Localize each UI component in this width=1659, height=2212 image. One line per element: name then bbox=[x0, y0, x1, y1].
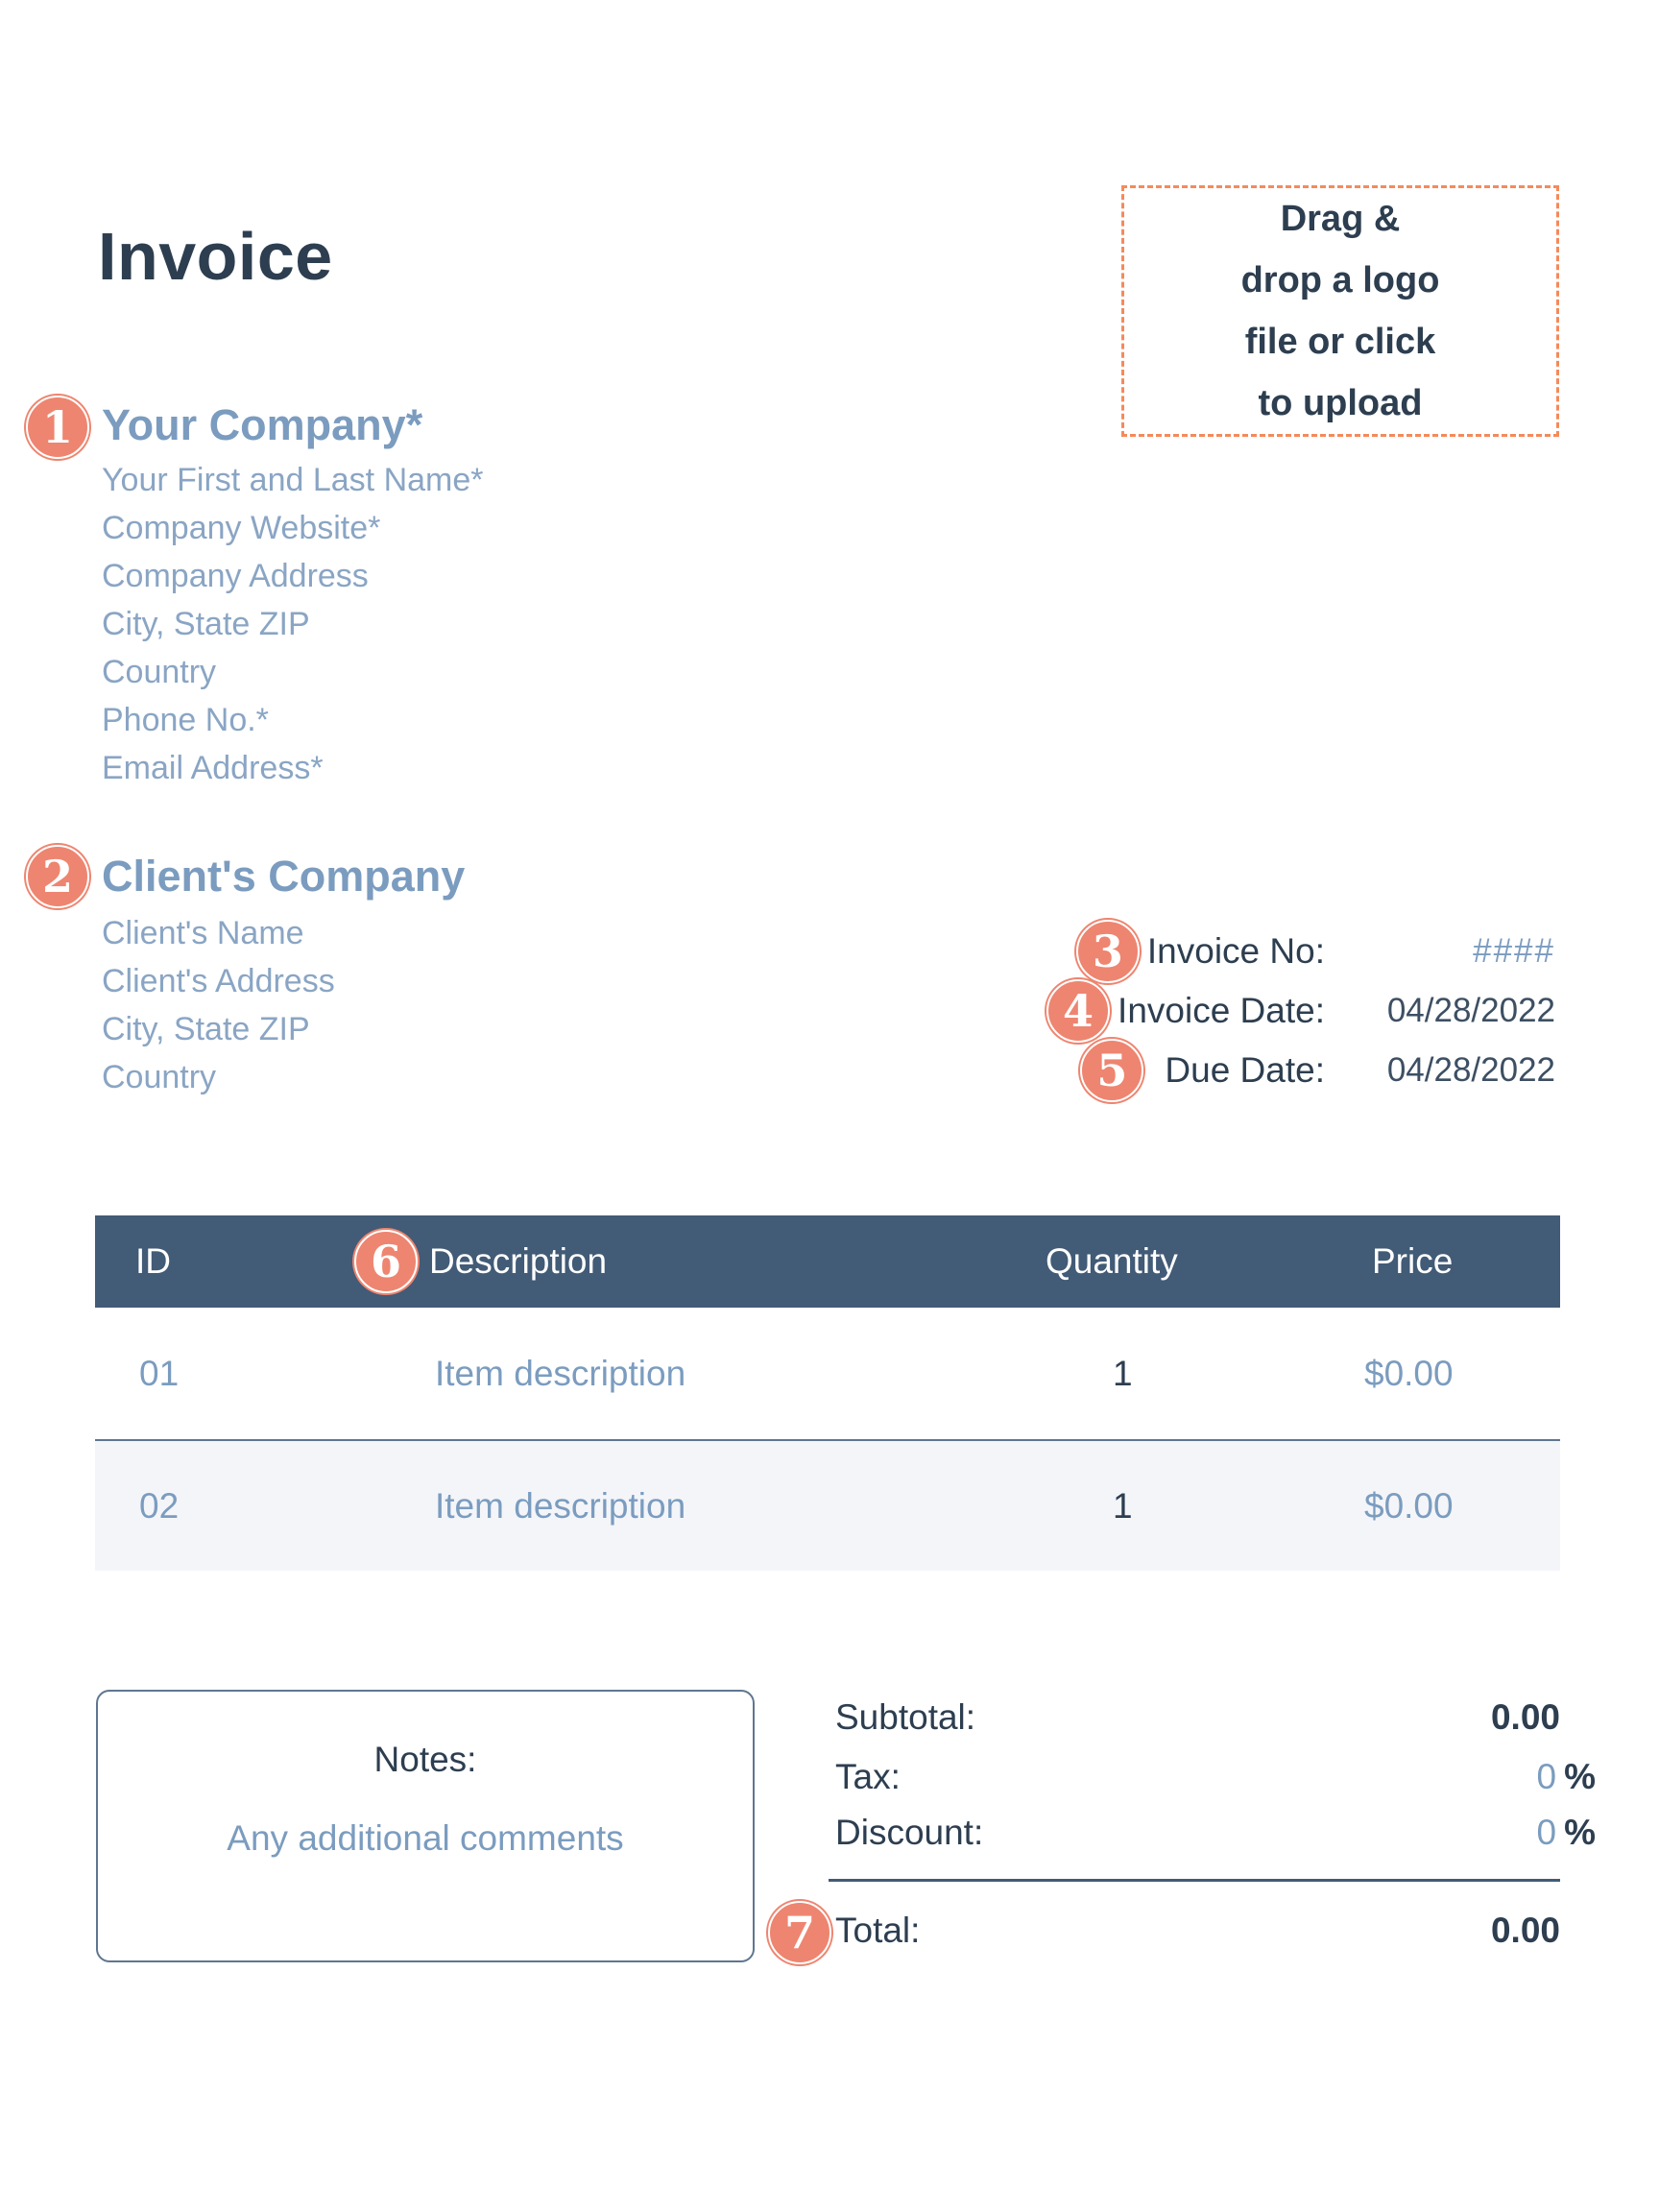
company-address-field[interactable]: Company Address bbox=[102, 558, 369, 594]
item-quantity-field[interactable]: 1 bbox=[1113, 1353, 1133, 1393]
column-header-price: Price bbox=[1372, 1241, 1454, 1281]
phone-field[interactable]: Phone No.* bbox=[102, 702, 269, 738]
subtotal-label: Subtotal: bbox=[835, 1697, 976, 1737]
tax-percent-field[interactable]: 0 bbox=[1536, 1757, 1557, 1796]
client-company-field[interactable]: Client's Company bbox=[102, 852, 466, 901]
step-badge-2-icon: 2 bbox=[26, 845, 89, 908]
client-city-state-zip-field[interactable]: City, State ZIP bbox=[102, 1011, 310, 1047]
item-price-field[interactable]: $0.00 bbox=[1364, 1353, 1454, 1393]
item-id[interactable]: 02 bbox=[139, 1485, 180, 1526]
invoice-date-row bbox=[998, 981, 1555, 1041]
percent-sign: % bbox=[1564, 1813, 1596, 1852]
item-price-field[interactable]: $0.00 bbox=[1364, 1485, 1454, 1526]
client-address-field[interactable]: Client's Address bbox=[102, 963, 335, 999]
logo-upload-text-line: to upload bbox=[1258, 383, 1423, 423]
column-header-quantity: Quantity bbox=[1046, 1241, 1178, 1281]
page-title: Invoice bbox=[98, 219, 333, 294]
step-badge-4-icon: 4 bbox=[1046, 979, 1110, 1043]
line-items-table bbox=[95, 1215, 1560, 1571]
item-quantity-field[interactable]: 1 bbox=[1113, 1485, 1133, 1526]
logo-upload-text-line: Drag & bbox=[1280, 199, 1401, 239]
your-company-details bbox=[102, 456, 484, 792]
due-date-row bbox=[998, 1041, 1555, 1100]
notes-field[interactable]: Any additional comments bbox=[227, 1818, 624, 1858]
total-value: 0.00 bbox=[1490, 1911, 1560, 1950]
discount-percent-field[interactable]: 0 bbox=[1536, 1813, 1557, 1852]
due-date-label: Due Date: bbox=[1165, 1050, 1325, 1090]
notes-box[interactable] bbox=[96, 1690, 755, 1962]
item-id[interactable]: 01 bbox=[139, 1353, 180, 1393]
your-company-field[interactable]: Your Company* bbox=[102, 400, 423, 449]
discount-label: Discount: bbox=[835, 1813, 984, 1852]
percent-sign: % bbox=[1564, 1757, 1596, 1796]
invoice-meta bbox=[998, 922, 1555, 1100]
step-badge-5-icon: 5 bbox=[1080, 1039, 1143, 1102]
company-website-field[interactable]: Company Website* bbox=[102, 510, 381, 546]
item-description-field[interactable]: Item description bbox=[435, 1485, 686, 1526]
due-date-field[interactable]: 04/28/2022 bbox=[1386, 1051, 1555, 1089]
company-country-field[interactable]: Country bbox=[102, 654, 217, 690]
logo-upload-dropzone[interactable] bbox=[1121, 185, 1559, 437]
step-badge-7-icon: 7 bbox=[768, 1901, 831, 1964]
invoice-no-label: Invoice No: bbox=[1146, 931, 1325, 971]
totals-divider bbox=[829, 1879, 1560, 1882]
table-header bbox=[95, 1215, 1560, 1308]
logo-upload-text-line: file or click bbox=[1244, 322, 1436, 362]
your-name-field[interactable]: Your First and Last Name* bbox=[102, 462, 484, 498]
step-badge-1-icon: 1 bbox=[26, 396, 89, 459]
tax-label: Tax: bbox=[835, 1757, 901, 1796]
step-badge-6-icon: 6 bbox=[354, 1230, 418, 1293]
column-header-id: ID bbox=[135, 1241, 171, 1281]
notes-label: Notes: bbox=[373, 1740, 477, 1779]
client-name-field[interactable]: Client's Name bbox=[102, 915, 304, 951]
table-row bbox=[95, 1308, 1560, 1439]
client-company-details bbox=[102, 909, 335, 1101]
email-field[interactable]: Email Address* bbox=[102, 750, 324, 786]
logo-upload-text-line: drop a logo bbox=[1240, 260, 1440, 301]
subtotal-value: 0.00 bbox=[1490, 1697, 1560, 1737]
total-label: Total: bbox=[835, 1911, 921, 1950]
discount-value bbox=[1537, 1813, 1596, 1853]
tax-value bbox=[1537, 1757, 1596, 1797]
invoice-date-label: Invoice Date: bbox=[1118, 991, 1325, 1030]
client-country-field[interactable]: Country bbox=[102, 1059, 217, 1095]
company-city-state-zip-field[interactable]: City, State ZIP bbox=[102, 606, 310, 642]
invoice-no-row bbox=[998, 922, 1555, 981]
invoice-no-field[interactable]: #### bbox=[1473, 932, 1555, 970]
item-description-field[interactable]: Item description bbox=[435, 1353, 686, 1393]
table-row bbox=[95, 1439, 1560, 1571]
step-badge-3-icon: 3 bbox=[1076, 920, 1140, 983]
column-header-description: Description bbox=[429, 1241, 608, 1281]
invoice-date-field[interactable]: 04/28/2022 bbox=[1386, 992, 1555, 1029]
